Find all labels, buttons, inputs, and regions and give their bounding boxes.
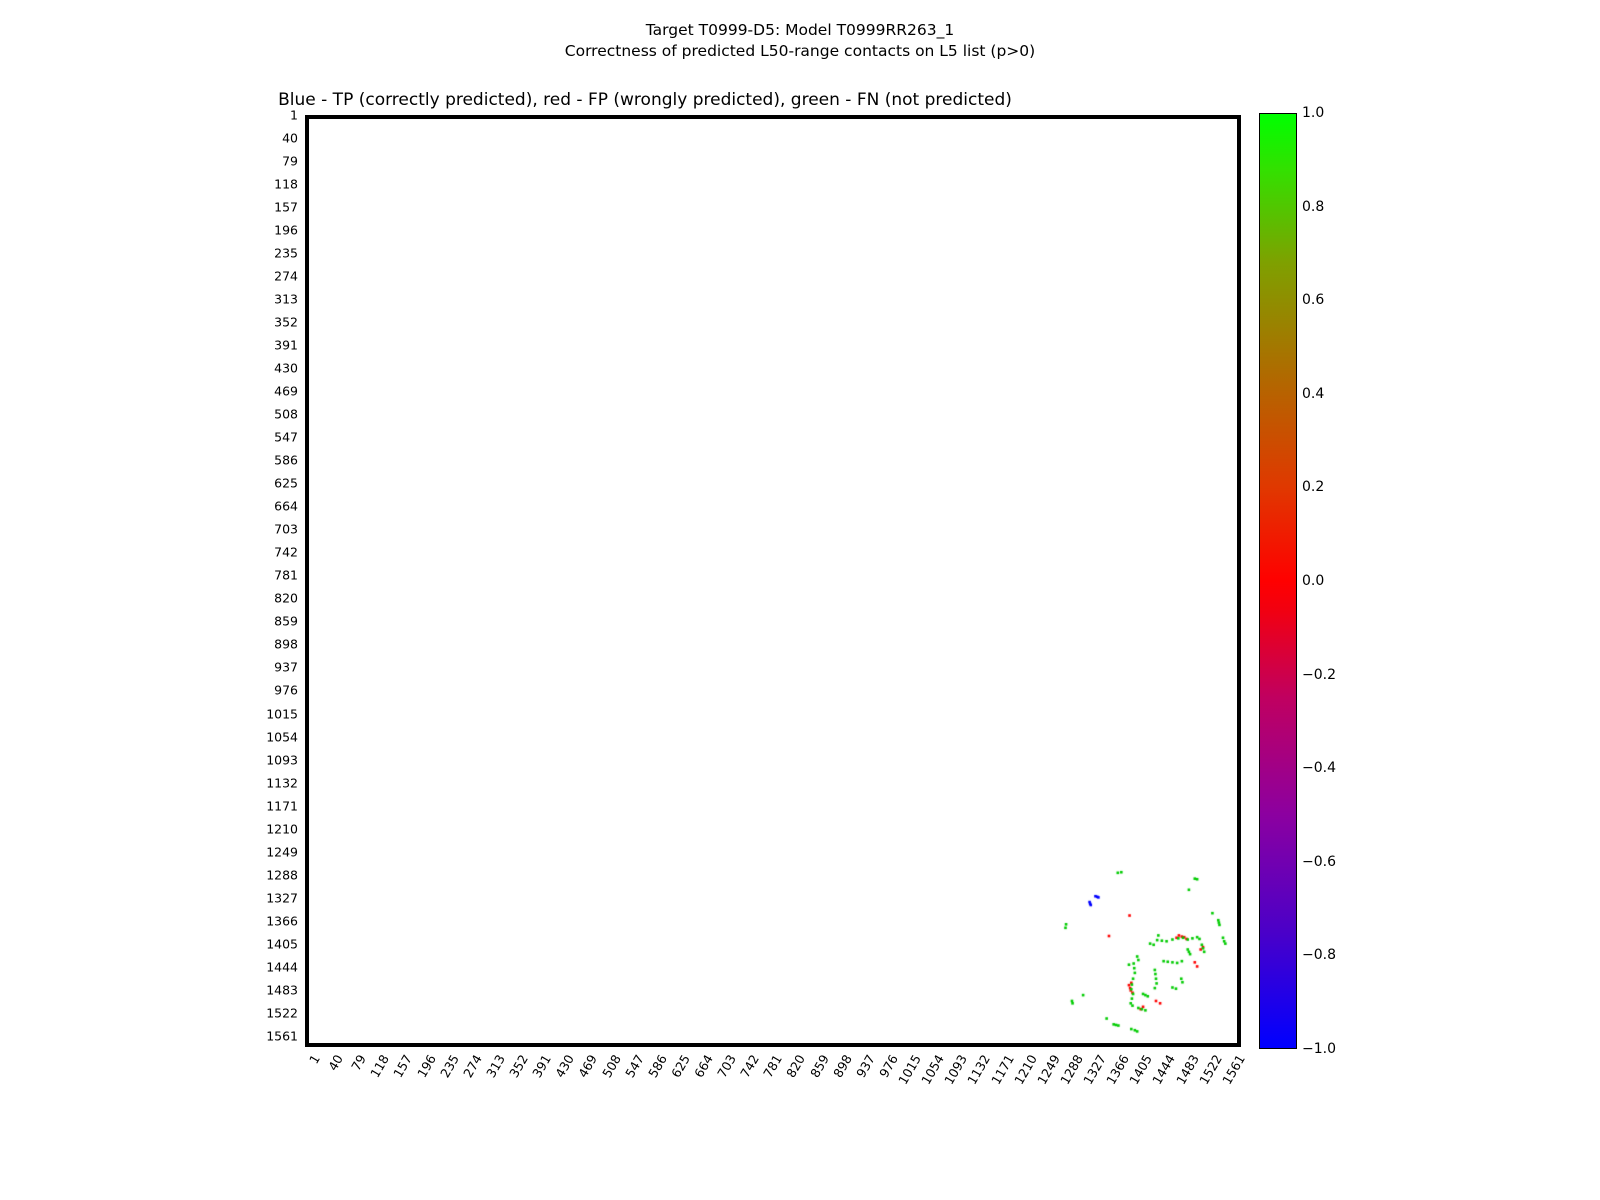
x-tick-label: 937 <box>852 1052 878 1081</box>
colorbar-tick-label: 0.2 <box>1302 479 1325 496</box>
y-tick-label: 976 <box>274 682 298 698</box>
y-tick-label: 1366 <box>266 913 298 929</box>
contact-map-plot-area <box>305 115 1241 1047</box>
y-tick-label: 313 <box>274 291 298 307</box>
x-tick-label: 1405 <box>1126 1052 1156 1088</box>
x-tick-label: 1444 <box>1149 1052 1179 1088</box>
y-tick-label: 469 <box>274 383 298 399</box>
chart-title-line-1: Target T0999-D5: Model T0999RR263_1 <box>645 21 955 39</box>
colorbar-tick-label: 0.8 <box>1302 198 1325 215</box>
x-tick-label: 1561 <box>1218 1052 1248 1088</box>
y-tick-label: 391 <box>274 337 298 353</box>
x-tick-label: 1249 <box>1033 1052 1063 1088</box>
x-tick-label: 1327 <box>1080 1052 1110 1088</box>
y-tick-label: 1015 <box>266 706 298 721</box>
y-tick-label: 820 <box>274 590 298 606</box>
y-tick-label: 1249 <box>266 844 298 860</box>
y-tick-label: 274 <box>274 268 298 284</box>
x-tick-label: 469 <box>575 1052 601 1081</box>
x-tick-label: 586 <box>644 1052 670 1081</box>
x-tick-label: 430 <box>552 1052 578 1081</box>
x-tick-label: 703 <box>714 1052 740 1081</box>
x-tick-label: 859 <box>806 1052 832 1081</box>
colorbar-tick-label: −0.6 <box>1302 853 1336 870</box>
x-tick-label: 976 <box>876 1052 901 1081</box>
colorbar-gradient <box>1259 113 1297 1049</box>
colorbar-tick-labels <box>1302 105 1362 1057</box>
x-axis-tick-labels <box>305 1052 1248 1112</box>
y-tick-label: 1210 <box>266 821 298 837</box>
y-tick-label: 196 <box>274 222 298 238</box>
x-tick-label: 898 <box>829 1052 855 1081</box>
y-tick-label: 547 <box>274 429 298 445</box>
x-tick-label: 352 <box>506 1052 532 1081</box>
x-tick-label: 1054 <box>918 1052 948 1088</box>
chart-title-line-2: Correctness of predicted L50-range contacts on L5 list (p>0) <box>564 41 1036 60</box>
chart-legend-annotation: Blue - TP (correctly predicted), red - FP (wrongly predicted), green - FN (not predicted) <box>278 90 1012 110</box>
y-tick-label: 235 <box>274 245 298 261</box>
y-tick-label: 352 <box>274 314 298 330</box>
chart-title-block <box>0 20 1600 62</box>
y-tick-label: 1444 <box>266 959 298 975</box>
x-tick-label: 1171 <box>987 1052 1017 1088</box>
x-tick-label: 391 <box>529 1052 555 1081</box>
x-tick-label: 40 <box>325 1052 347 1074</box>
y-tick-label: 79 <box>282 153 298 169</box>
y-tick-label: 586 <box>274 452 298 468</box>
x-tick-label: 235 <box>436 1052 462 1081</box>
y-tick-label: 1288 <box>266 867 298 883</box>
y-tick-label: 742 <box>274 544 298 560</box>
x-tick-label: 1093 <box>941 1052 971 1088</box>
y-tick-label: 664 <box>274 498 298 514</box>
x-tick-label: 547 <box>621 1052 647 1081</box>
x-tick-label: 1015 <box>895 1052 925 1088</box>
y-axis-tick-labels <box>232 107 298 1047</box>
colorbar-tick-label: 1.0 <box>1302 105 1325 121</box>
colorbar-tick-label: −0.4 <box>1302 760 1336 777</box>
colorbar-tick-label: −0.8 <box>1302 947 1336 964</box>
x-tick-label: 1522 <box>1195 1052 1225 1088</box>
y-tick-label: 1 <box>290 107 298 123</box>
x-tick-label: 781 <box>760 1052 786 1081</box>
y-tick-label: 40 <box>282 130 298 146</box>
y-tick-label: 1327 <box>266 890 298 906</box>
x-tick-label: 508 <box>598 1052 624 1081</box>
y-tick-label: 1561 <box>266 1028 298 1044</box>
colorbar-tick-label: 0.0 <box>1302 573 1325 589</box>
y-tick-label: 625 <box>274 475 298 491</box>
x-tick-label: 1288 <box>1057 1052 1086 1088</box>
x-tick-label: 274 <box>459 1052 485 1081</box>
x-tick-label: 118 <box>367 1052 393 1081</box>
x-tick-label: 625 <box>667 1052 693 1081</box>
y-tick-label: 430 <box>274 360 298 376</box>
y-tick-label: 859 <box>274 613 298 629</box>
x-tick-label: 742 <box>737 1052 763 1081</box>
y-tick-label: 703 <box>274 521 298 537</box>
x-tick-label: 820 <box>783 1052 809 1081</box>
x-tick-label: 79 <box>348 1052 370 1074</box>
y-tick-label: 157 <box>274 199 298 215</box>
x-tick-label: 313 <box>483 1052 508 1081</box>
y-tick-label: 898 <box>274 636 298 652</box>
colorbar-tick-label: 0.4 <box>1302 385 1325 402</box>
colorbar-tick-label: −1.0 <box>1302 1041 1336 1057</box>
y-tick-label: 1483 <box>266 982 298 998</box>
x-tick-label: 1366 <box>1103 1052 1133 1088</box>
x-tick-label: 1483 <box>1172 1052 1202 1088</box>
x-tick-label: 1132 <box>964 1052 994 1088</box>
x-tick-label: 157 <box>390 1052 416 1081</box>
colorbar-tick-label: 0.6 <box>1302 292 1325 309</box>
x-tick-label: 664 <box>691 1052 716 1081</box>
y-tick-label: 781 <box>274 567 298 583</box>
y-tick-label: 1093 <box>266 752 298 768</box>
y-tick-label: 1405 <box>266 936 298 952</box>
x-tick-label: 1210 <box>1010 1052 1040 1088</box>
y-tick-label: 1171 <box>266 798 298 814</box>
y-tick-label: 1522 <box>266 1005 298 1021</box>
colorbar-tick-label: −0.2 <box>1302 666 1336 683</box>
x-tick-label: 196 <box>413 1052 439 1081</box>
y-tick-label: 937 <box>274 659 298 675</box>
y-tick-label: 118 <box>274 176 298 192</box>
x-tick-label: 1 <box>306 1052 323 1067</box>
y-tick-label: 1054 <box>266 729 298 745</box>
y-tick-label: 1132 <box>266 775 298 791</box>
y-tick-label: 508 <box>274 406 298 422</box>
contact-map-canvas <box>309 119 1237 1043</box>
